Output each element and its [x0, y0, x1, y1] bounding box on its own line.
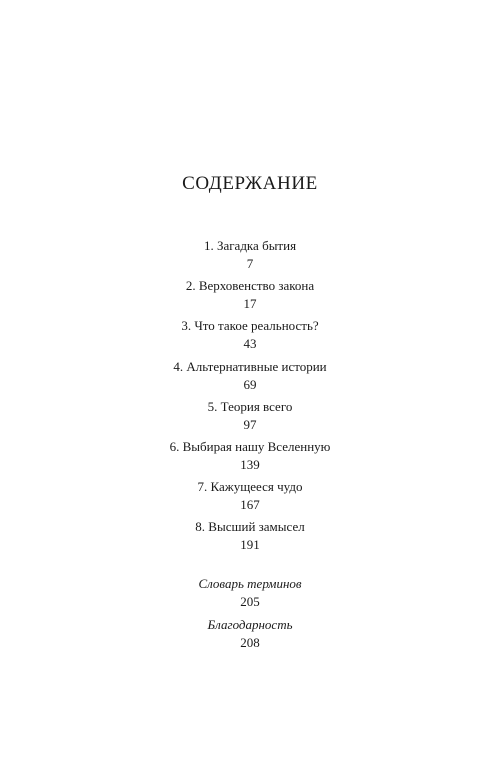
chapter-page-number: 139 [240, 456, 260, 472]
toc-entry-8[interactable] [0, 518, 500, 558]
back-matter-list [0, 575, 500, 657]
toc-entry-acknowledgements[interactable] [0, 616, 500, 657]
chapter-page-number: 7 [246, 256, 254, 271]
chapter-title: 8. Высший замысел [195, 519, 305, 535]
chapter-title: 5. Теория всего [207, 398, 293, 414]
chapter-page-number: 167 [240, 497, 260, 513]
toc-entry-1[interactable] [0, 237, 500, 277]
back-matter-page-number: 205 [240, 594, 260, 609]
chapter-list [0, 237, 500, 559]
chapter-title: 2. Верховенство закона [185, 278, 315, 294]
toc-entry-3[interactable] [0, 317, 500, 357]
toc-entry-5[interactable] [0, 398, 500, 438]
chapter-page-number: 43 [243, 336, 257, 352]
chapter-page-number: 191 [240, 537, 260, 553]
toc-entry-4[interactable] [0, 358, 500, 398]
chapter-title: 6. Выбирая нашу Вселенную [169, 438, 331, 454]
back-matter-title: Благодарность [207, 617, 293, 632]
chapter-title: 4. Альтернативные истории [173, 358, 327, 374]
back-matter-page-number: 208 [240, 635, 260, 650]
chapter-title: 7. Кажущееся чудо [197, 479, 303, 495]
back-matter-title: Словарь терминов [198, 576, 302, 591]
page-title: СОДЕРЖАНИЕ [182, 173, 318, 194]
toc-entry-glossary[interactable] [0, 575, 500, 616]
chapter-title: 1. Загадка бытия [203, 238, 297, 253]
toc-entry-6[interactable] [0, 438, 500, 478]
chapter-title: 3. Что такое реальность? [181, 318, 319, 334]
toc-entry-7[interactable] [0, 478, 500, 518]
chapter-page-number: 97 [243, 416, 257, 432]
toc-entry-2[interactable] [0, 277, 500, 317]
chapter-page-number: 17 [243, 296, 257, 312]
chapter-page-number: 69 [243, 376, 257, 392]
